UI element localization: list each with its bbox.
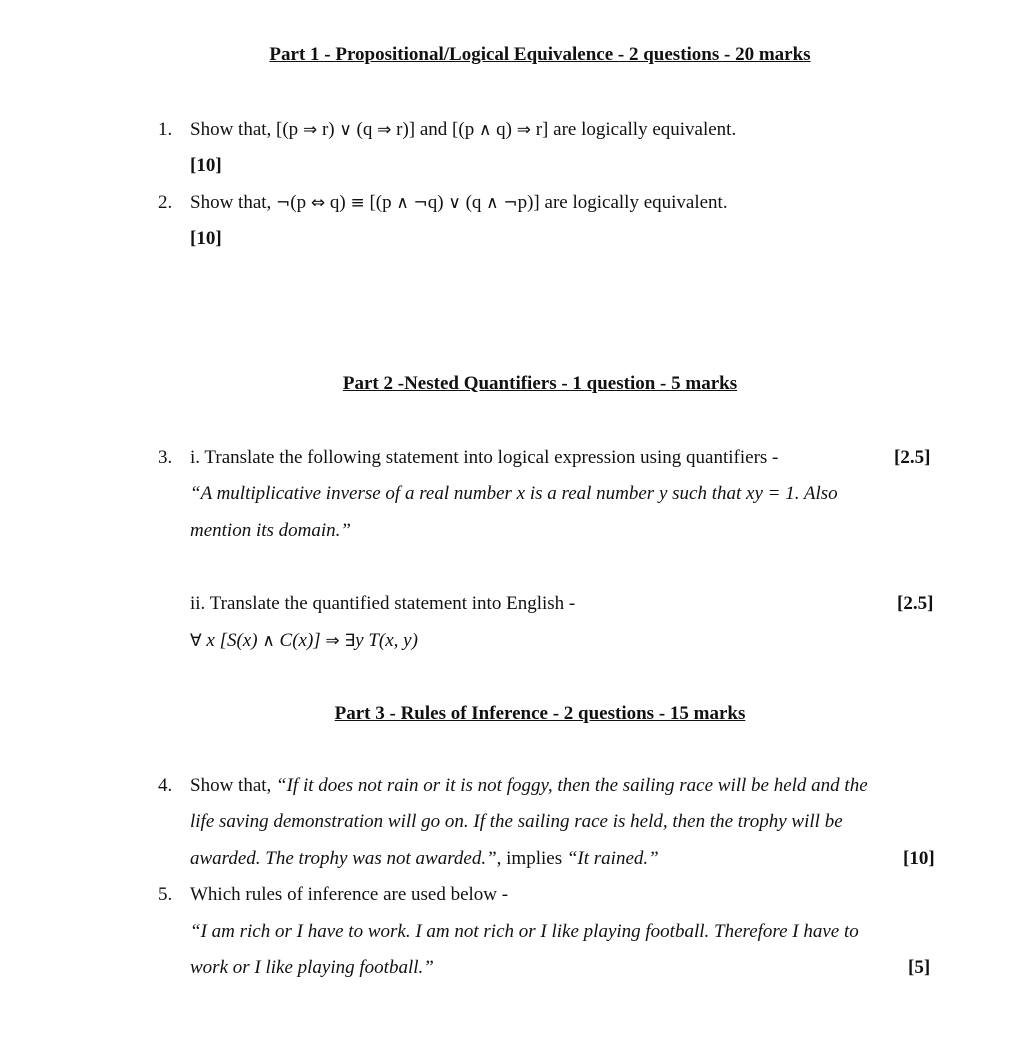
q5-text: Which rules of inference are used below -: [190, 884, 509, 905]
q4-line2: life saving demonstration will go on. If the sailing race is held, then the trophy will be: [190, 811, 843, 832]
part2-heading: Part 2 -Nested Quantifiers - 1 question - 5 marks: [342, 373, 738, 394]
q5-number: 5.: [158, 884, 173, 905]
q2-marks: [10]: [190, 228, 222, 249]
q3-i-quote-line1: “A multiplicative inverse of a real number x is a real number y such that xy = 1. Also: [190, 483, 838, 504]
q4-line3: awarded. The trophy was not awarded.”, implies “It rained.”: [190, 848, 659, 869]
q2-text: Show that, ¬(p ⇔ q) ≡ [(p ∧ ¬q) ∨ (q ∧ ¬p)] are logically equivalent.: [190, 192, 728, 213]
q3-i-quote-line2: mention its domain.”: [190, 520, 351, 541]
q3-ii-formula: ∀ x [S(x) ∧ C(x)] ⇒ ∃y T(x, y): [190, 630, 418, 651]
q1-number: 1.: [158, 119, 173, 140]
q4-number: 4.: [158, 775, 173, 796]
q3-ii-marks: [2.5]: [897, 593, 934, 614]
q3-number: 3.: [158, 447, 173, 468]
q5-marks: [5]: [908, 957, 931, 978]
q3-ii-text: ii. Translate the quantified statement into English -: [190, 593, 576, 614]
q4-marks: [10]: [903, 848, 935, 869]
part3-heading: Part 3 - Rules of Inference - 2 questions - 15 marks: [334, 703, 746, 724]
q5-line2: work or I like playing football.”: [190, 957, 434, 978]
q5-line1: “I am rich or I have to work. I am not rich or I like playing football. Therefore I have to: [190, 921, 859, 942]
q3-i-text: i. Translate the following statement into logical expression using quantifiers -: [190, 447, 779, 468]
q4-line1: Show that, “If it does not rain or it is not foggy, then the sailing race will be held and the: [190, 775, 868, 796]
part1-heading: Part 1 - Propositional/Logical Equivalence - 2 questions - 20 marks: [269, 44, 811, 65]
q1-text: Show that, [(p ⇒ r) ∨ (q ⇒ r)] and [(p ∧ q) ⇒ r] are logically equivalent.: [190, 119, 737, 140]
q1-marks: [10]: [190, 155, 222, 176]
q2-number: 2.: [158, 192, 173, 213]
q3-i-marks: [2.5]: [894, 447, 931, 468]
